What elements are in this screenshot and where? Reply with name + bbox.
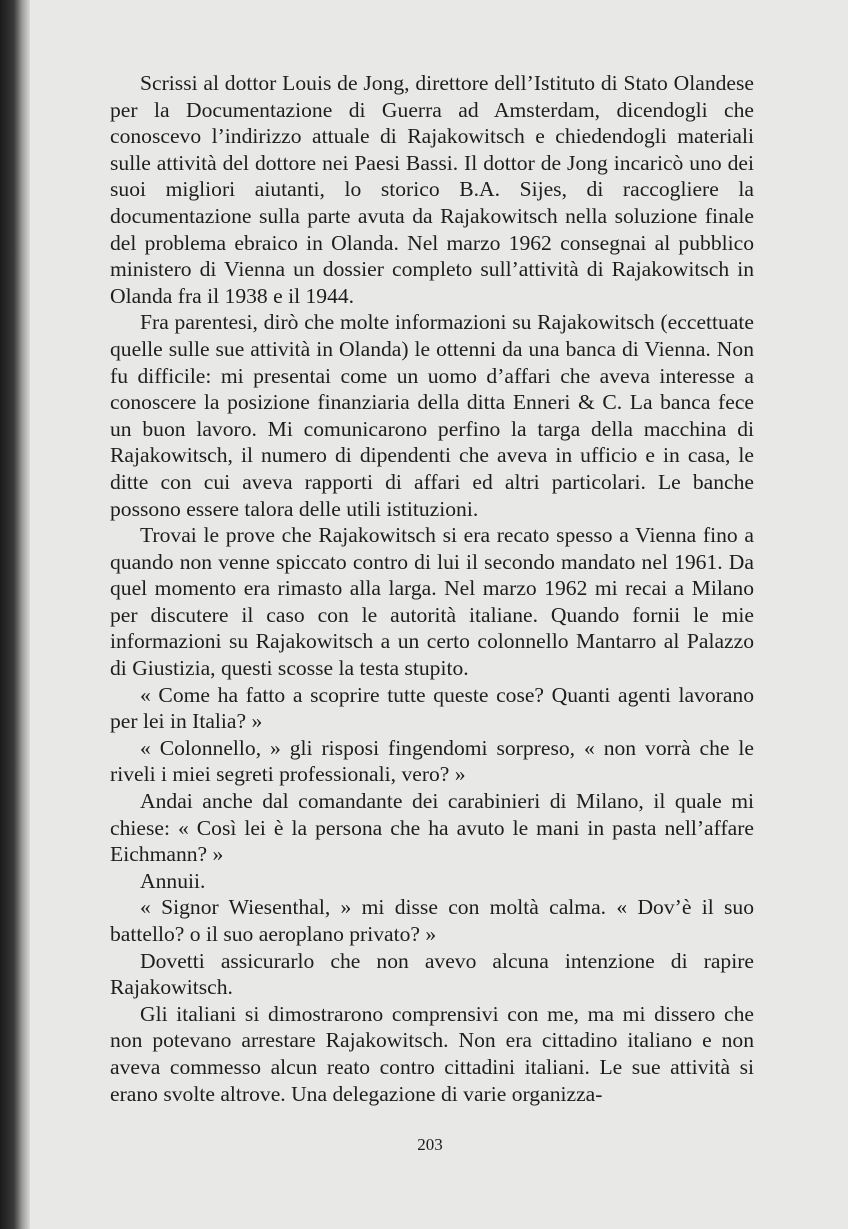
- paragraph-7: Annuii.: [140, 868, 206, 893]
- paragraph-5: « Colonnello, » gli risposi fingendomi sorpreso, « non vorrà che le riveli i miei segreti professionali, vero? »: [110, 735, 754, 787]
- paragraph-6: Andai anche dal comandante dei carabinieri di Milano, il quale mi chiese: « Così lei è la persona che ha avuto le mani in pasta nell’affare Eichmann? »: [110, 789, 754, 867]
- paragraph-1: Scrissi al dottor Louis de Jong, direttore dell’Istituto di Stato Olandese per la Documentazione di Guerra ad Amsterdam, dicendogli che conoscevo l’indirizzo attuale di Rajakowitsch e chiedendogli materiali sulle attività del dottore nei Paesi Bassi. Il dottor de Jong incaricò uno dei suoi migliori aiutanti, lo storico B.A. Sijes, di raccogliere la documentazione sulla parte avuta da Rajakowitsch nella soluzione finale del problema ebraico in Olanda. Nel marzo 1962 consegnai al pubblico ministero di Vienna un dossier completo sull’attività di Rajakowitsch in Olanda fra il 1938 e il 1944.: [110, 71, 754, 308]
- page-number: 203: [417, 1135, 443, 1154]
- paragraph-4: « Come ha fatto a scoprire tutte queste cose? Quanti agenti lavorano per lei in Italia? »: [110, 682, 754, 734]
- paragraph-10: Gli italiani si dimostrarono comprensivi con me, ma mi dissero che non potevano arrestare Rajakowitsch. Non era cittadino italiano e non aveva commesso alcun reato contro cittadini italiani. Le sue attività si erano svolte altrove. Una delegazione di varie organizza-: [110, 1001, 754, 1106]
- paragraph-3: Trovai le prove che Rajakowitsch si era recato spesso a Vienna fino a quando non venne spiccato contro di lui il secondo mandato nel 1961. Da quel momento era rimasto alla larga. Nel marzo 1962 mi recai a Milano per discutere il caso con le autorità italiane. Quando fornii le mie informazioni su Rajakowitsch a un certo colonnello Mantarro al Palazzo di Giustizia, questi scosse la testa stupito.: [110, 523, 754, 681]
- body-text: [110, 70, 754, 1107]
- paragraph-2: Fra parentesi, dirò che molte informazioni su Rajakowitsch (eccettuate quelle sulle sue attività in Olanda) le ottenni da una banca di Vienna. Non fu difficile: mi presentai come un uomo d’affari che aveva interesse a conoscere la posizione finanziaria della ditta Enneri & C. La banca fece un buon lavoro. Mi comunicarono perfino la targa della macchina di Rajakowitsch, il numero di dipendenti che aveva in ufficio e in casa, le ditte con cui aveva rapporti di affari ed altri particolari. Le banche possono essere talora delle utili istituzioni.: [110, 310, 754, 521]
- paragraph-8: « Signor Wiesenthal, » mi disse con moltà calma. « Dov’è il suo battello? o il suo aeroplano privato? »: [110, 895, 754, 946]
- paragraph-9: Dovetti assicurarlo che non avevo alcuna intenzione di rapire Rajakowitsch.: [110, 948, 754, 1000]
- book-spine-shadow: [0, 0, 30, 1229]
